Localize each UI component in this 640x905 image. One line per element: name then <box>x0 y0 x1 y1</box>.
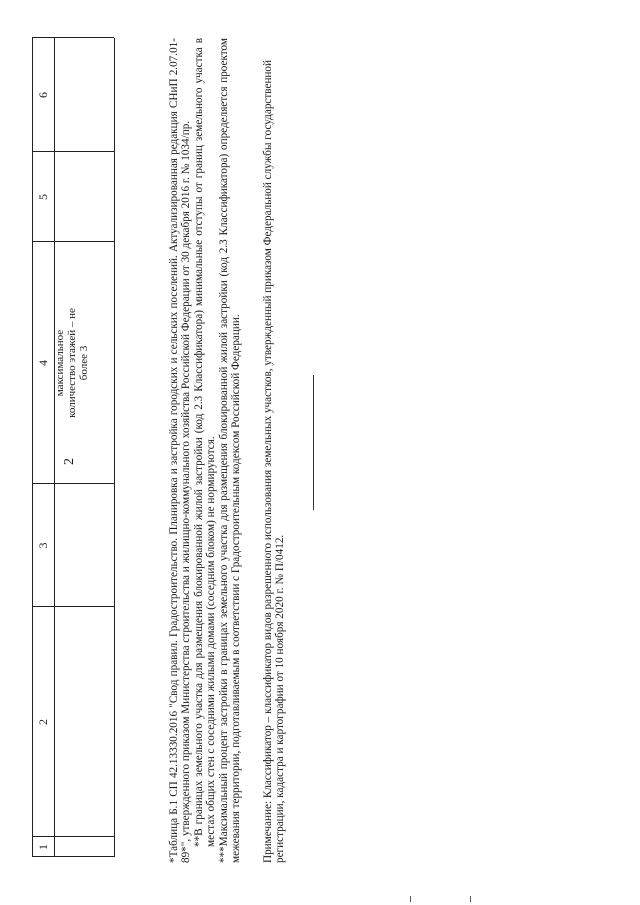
col-number-3: 3 <box>36 542 50 549</box>
table-header-divider <box>54 38 55 857</box>
scan-mark <box>410 896 411 902</box>
footnote-3: ***Максимальный процент застройки в границах земельного участка для размещения блокированной жилой застройки (код 2.3 Классификатора) определяется проектом межевания территории, подготавливаемым в соответствии с Градостроительным кодексом Российской Федерации. <box>217 38 243 863</box>
footnote-1: *Таблица Б.1 СП 42.13330.2016 "Свод правил. Градостроительство. Планировка и застройка городских и сельских поселений. Актуализированная редакция СНиП 2.07.01-89*", утвержденного приказом Министерства строительства и жилищно-коммунального хозяйства Российской Федерации от 30 декабря 2016 г. № 1034/пр. <box>168 38 193 863</box>
col-number-6: 6 <box>36 92 50 98</box>
col-number-2: 2 <box>36 719 50 725</box>
col-number-1: 1 <box>36 844 50 850</box>
table-top-border <box>32 38 33 857</box>
closing-line <box>313 375 314 510</box>
footnotes <box>168 38 242 863</box>
col-number-5: 5 <box>36 194 50 200</box>
table-cell-max-floors: максимальное количество этажей – не более 3 <box>54 308 90 418</box>
table <box>32 38 114 857</box>
page-number: 2 <box>62 458 77 465</box>
footnote-2: **В границах земельного участка для размещения блокированной жилой застройки (код 2.3 Классификатора) минимальные отступы от границ земельного участка в местах общих стен с соседними жилыми домами (соседним блоком) не нормируются. <box>192 38 218 847</box>
col-number-4: 4 <box>36 360 50 366</box>
scan-mark <box>470 896 471 902</box>
table-bottom-border <box>114 38 115 857</box>
remark: Примечание: Классификатор – классификатор видов разрешенного использования земельных участков, утвержденный приказом Федеральной службы государственной регистрации, кадастра и картографии от 10 ноября 2020 г. № П/0412. <box>262 60 287 863</box>
